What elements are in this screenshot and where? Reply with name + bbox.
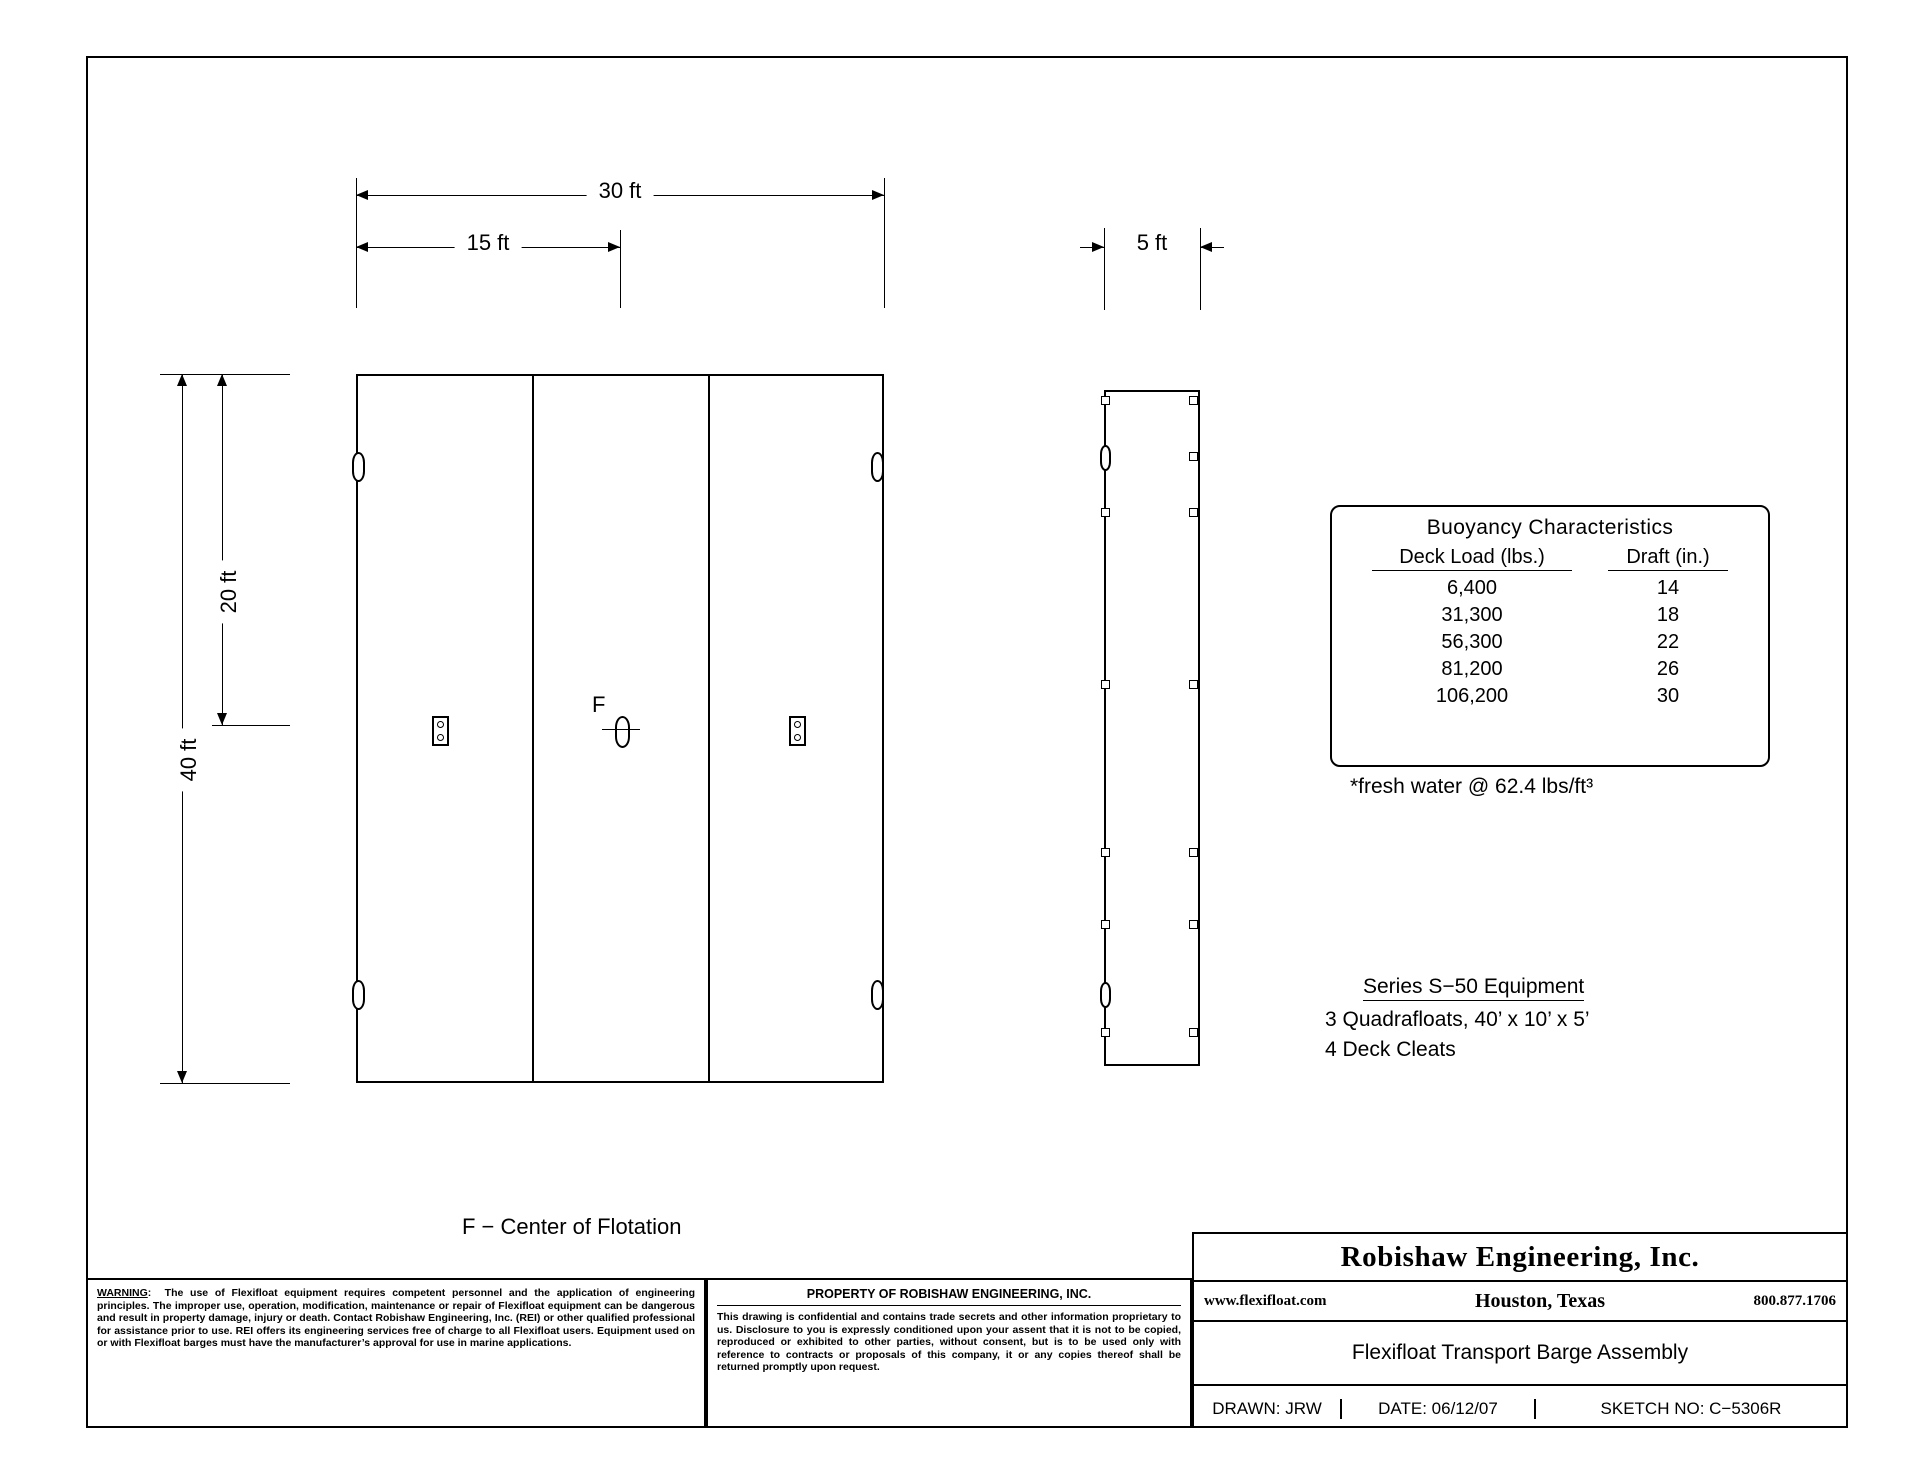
cell-draft: 14	[1656, 577, 1680, 599]
cell-draft: 26	[1656, 658, 1680, 680]
side-pin-r2	[1189, 452, 1198, 461]
buoyancy-col-draft: Draft (in.)	[1608, 546, 1728, 571]
cof-crosshair	[602, 729, 640, 730]
title-block	[1192, 1232, 1848, 1428]
company-name: Robishaw Engineering, Inc.	[1340, 1240, 1700, 1273]
side-pin-r6	[1189, 920, 1198, 929]
connector-pad-left	[432, 716, 449, 746]
side-pin-r4	[1189, 680, 1198, 689]
dim-arrow-bottom-40	[177, 1071, 187, 1083]
equipment-item-2: 4 Deck Cleats	[1325, 1038, 1456, 1061]
side-pin-l5	[1101, 848, 1110, 857]
side-pin-r3	[1189, 508, 1198, 517]
side-view-barge	[1104, 390, 1200, 1066]
table-row	[1332, 577, 1768, 600]
property-title: PROPERTY OF ROBISHAW ENGINEERING, INC.	[717, 1287, 1181, 1306]
buoyancy-col-deckload: Deck Load (lbs.)	[1372, 546, 1572, 571]
dim-arrow-left-15	[356, 242, 368, 252]
cell-load: 6,400	[1446, 577, 1498, 599]
center-of-flotation-symbol	[615, 716, 630, 748]
table-row	[1332, 658, 1768, 681]
cell-load: 31,300	[1441, 604, 1503, 626]
flotation-legend: F − Center of Flotation	[462, 1214, 682, 1239]
sketch-number: SKETCH NO: C−5306R	[1600, 1398, 1782, 1418]
side-pin-r5	[1189, 848, 1198, 857]
dim-arrow-left-30	[356, 190, 368, 200]
dim-label-5ft: 5 ft	[1131, 230, 1174, 256]
deck-cleat-bottom-right	[871, 980, 884, 1010]
warning-label: WARNING	[97, 1287, 148, 1299]
deck-cleat-bottom-left	[352, 980, 365, 1010]
warning-body: The use of Flexifloat equipment requires competent personnel and the application of engineering principles. The improper use, operation, modification, maintenance or repair of Flexifloat equipment can be dangerous and result in property damage, injury or death. Contact Robishaw Engineering, Inc. (REI) or other qualified professional for assistance prior to use. REI offers its engineering services free of charge to all Flexifloat users. Equipment used on or with Flexifloat barges must have the manufacturer’s approval for use in marine applications.	[97, 1287, 695, 1350]
side-pin-l3	[1101, 508, 1110, 517]
drawing-date: DATE: 06/12/07	[1342, 1399, 1536, 1419]
dim-ext-line-bottom-40	[160, 1083, 290, 1084]
plan-divider-1	[532, 374, 534, 1083]
side-cleat-top	[1100, 445, 1111, 471]
dim-line-20ft	[222, 374, 223, 725]
equipment-item-1: 3 Quadrafloats, 40’ x 10’ x 5’	[1325, 1008, 1590, 1031]
cof-label: F	[592, 692, 606, 717]
property-block	[706, 1278, 1192, 1428]
drawn-by: DRAWN: JRW	[1194, 1399, 1342, 1419]
dim-label-40ft: 40 ft	[176, 729, 202, 792]
cell-draft: 30	[1656, 685, 1680, 707]
buoyancy-characteristics-table	[1330, 505, 1770, 767]
buoyancy-table-title: Buoyancy Characteristics	[1426, 516, 1674, 539]
company-phone: 800.877.1706	[1753, 1292, 1836, 1309]
side-pin-r1	[1189, 396, 1198, 405]
dim-arrow-top-20	[217, 374, 227, 386]
dim-arrow-5-left	[1092, 242, 1104, 252]
plan-divider-2	[708, 374, 710, 1083]
warning-colon: :	[147, 1287, 152, 1299]
side-pin-l6	[1101, 920, 1110, 929]
dim-label-15ft: 15 ft	[455, 230, 522, 256]
cell-load: 81,200	[1441, 658, 1503, 680]
dim-arrow-bottom-20	[217, 713, 227, 725]
connector-pad-right	[789, 716, 806, 746]
table-row	[1332, 685, 1768, 708]
warning-block	[86, 1278, 706, 1428]
property-body: This drawing is confidential and contains trade secrets and other information proprietary to us. Disclosure to you is expressly conditioned upon your assent that it is not to be copied, reproduced or exhibited to other parties, without consent, but is to be used only with reference to contracts or proposals of this company, it or any copies thereof shall be returned promptly upon request.	[717, 1311, 1181, 1374]
side-pin-l4	[1101, 680, 1110, 689]
equipment-heading: Series S−50 Equipment	[1363, 975, 1584, 1001]
buoyancy-table-header	[1332, 546, 1768, 571]
side-pin-r7	[1189, 1028, 1198, 1037]
dim-label-30ft: 30 ft	[587, 178, 654, 204]
cell-load: 56,300	[1441, 631, 1503, 653]
company-city: Houston, Texas	[1474, 1289, 1606, 1312]
side-pin-l1	[1101, 396, 1110, 405]
dim-arrow-5-right	[1200, 242, 1212, 252]
buoyancy-note: *fresh water @ 62.4 lbs/ft³	[1350, 775, 1594, 798]
warning-text	[97, 1287, 695, 1350]
dim-ext-line-right-5	[1200, 228, 1201, 310]
drawing-title: Flexifloat Transport Barge Assembly	[1351, 1341, 1689, 1364]
dim-ext-line-left-5	[1104, 228, 1105, 310]
side-pin-l7	[1101, 1028, 1110, 1037]
cell-draft: 18	[1656, 604, 1680, 626]
cell-load: 106,200	[1435, 685, 1509, 707]
dim-ext-line-right-30	[884, 178, 885, 308]
deck-cleat-top-right	[871, 452, 884, 482]
dim-ext-line-mid-20	[212, 725, 290, 726]
dim-ext-line-mid-15	[620, 230, 621, 308]
dim-arrow-top-40	[177, 374, 187, 386]
dim-arrow-right-15	[608, 242, 620, 252]
cell-draft: 22	[1656, 631, 1680, 653]
dim-label-20ft: 20 ft	[216, 561, 242, 624]
dim-arrow-right-30	[872, 190, 884, 200]
company-website: www.flexifloat.com	[1204, 1292, 1327, 1309]
table-row	[1332, 604, 1768, 627]
table-row	[1332, 631, 1768, 654]
side-cleat-bottom	[1100, 982, 1111, 1008]
deck-cleat-top-left	[352, 452, 365, 482]
